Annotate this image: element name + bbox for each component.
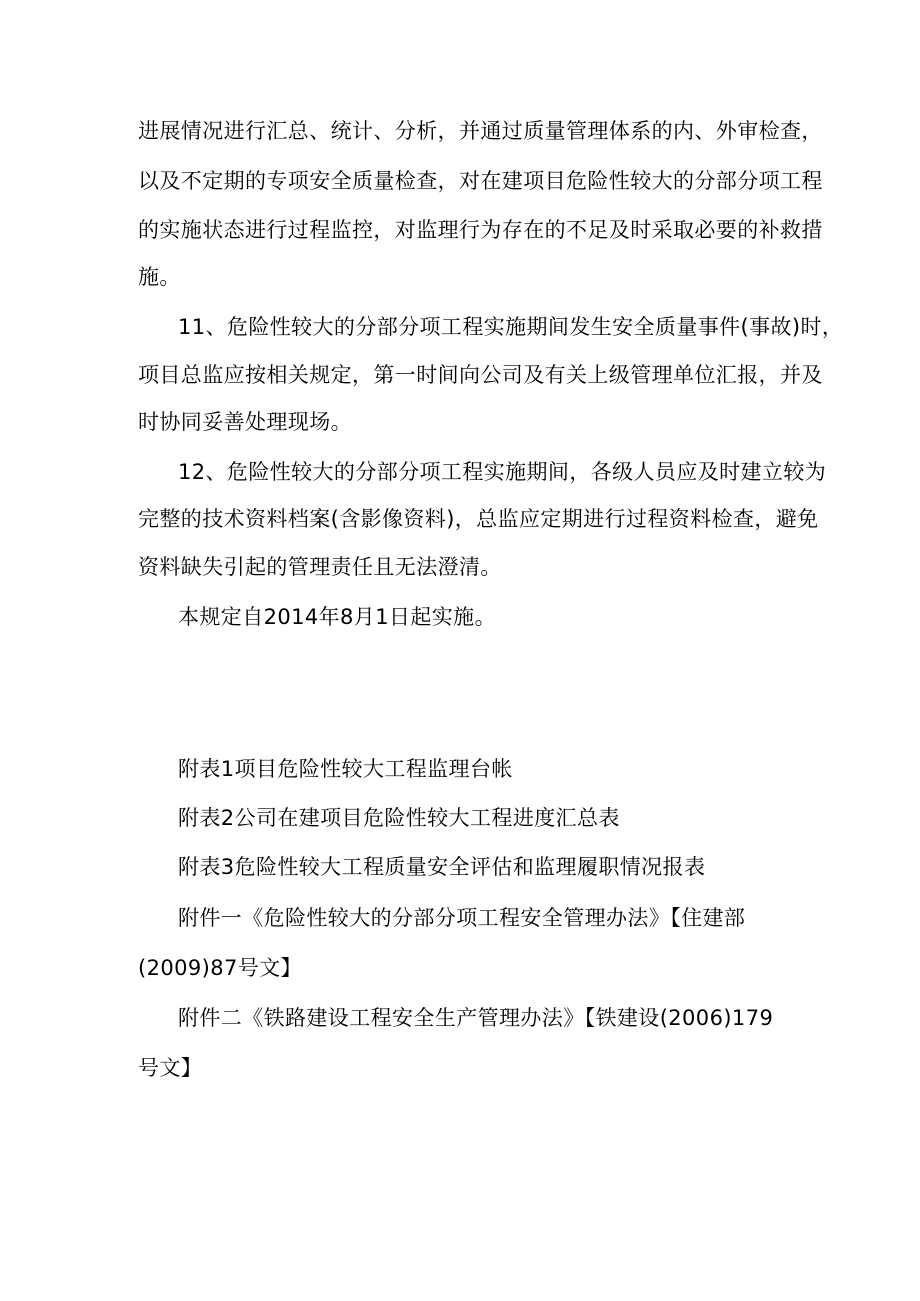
paragraph-12-line-1: 12、危险性较大的分部分项工程实施期间，各级人员应及时建立较为 [178,460,827,484]
appendix-table-3: 附表3危险性较大工程质量安全评估和监理履职情况报表 [178,855,706,879]
paragraph-11-line-2: 项目总监应按相关规定，第一时间向公司及有关上级管理单位汇报，并及 [138,363,823,387]
attachment-1-line-1: 附件一《危险性较大的分部分项工程安全管理办法》【住建部 [178,906,746,930]
paragraph-12-line-2: 完整的技术资料档案(含影像资料)，总监应定期进行过程资料检查，避免 [138,507,819,531]
paragraph-11-line-3: 时协同妥善处理现场。 [138,410,352,434]
paragraph-10-line-2: 以及不定期的专项安全质量检查，对在建项目危险性较大的分部分项工程 [138,169,823,193]
effective-date-line: 本规定自2014年8月1日起实施。 [178,605,496,629]
paragraph-12-line-3: 资料缺失引起的管理责任且无法澄清。 [138,555,502,579]
attachment-2-line-1: 附件二《铁路建设工程安全生产管理办法》【铁建设(2006)179 [178,1006,774,1030]
attachment-1-line-2: (2009)87号文】 [138,956,302,980]
paragraph-10-line-4: 施。 [138,265,181,289]
paragraph-10-line-3: 的实施状态进行过程监控，对监理行为存在的不足及时采取必要的补救措 [138,218,823,242]
appendix-table-1: 附表1项目危险性较大工程监理台帐 [178,757,513,781]
paragraph-10-line-1: 进展情况进行汇总、统计、分析，并通过质量管理体系的内、外审检查， [138,119,823,143]
appendix-table-2: 附表2公司在建项目危险性较大工程进度汇总表 [178,806,620,830]
attachment-2-line-2: 号文】 [138,1056,203,1080]
paragraph-11-line-1: 11、危险性较大的分部分项工程实施期间发生安全质量事件(事故)时， [178,315,844,339]
